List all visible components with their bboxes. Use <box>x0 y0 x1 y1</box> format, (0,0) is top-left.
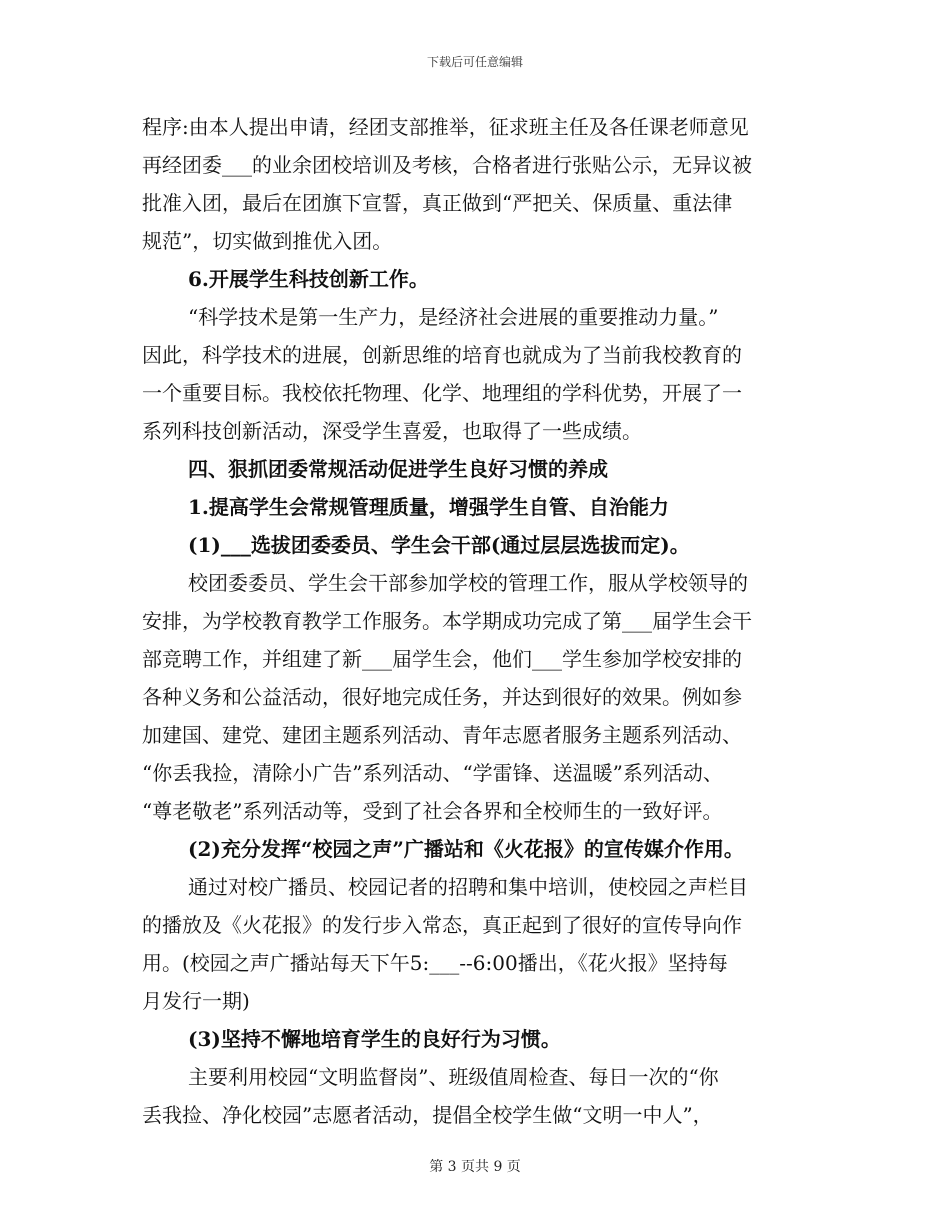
section-heading: 1.提高学生会常规管理质量，增强学生自管、自治能力 <box>188 495 669 519</box>
body-line: “尊老敬老”系列活动等，受到了社会各界和全校师生的一致好评。 <box>142 799 723 823</box>
subsection-heading: (3)坚持不懈地培育学生的良好行为习惯。 <box>188 1027 561 1051</box>
body-line: 部竞聘工作，并组建了新___届学生会，他们___学生参加学校安排的 <box>142 647 742 671</box>
section-heading: 6.开展学生科技创新工作。 <box>188 267 429 291</box>
page-header: 下载后可任意编辑 <box>426 55 523 69</box>
body-line: “科学技术是第一生产力，是经济社会进展的重要推动力量。” <box>188 305 719 329</box>
body-line: 用。(校园之声广播站每天下午5:___--6:00播出，《花火报》坚持每 <box>142 951 728 975</box>
body-line: 丢我捡、净化校园”志愿者活动，提倡全校学生做“文明一中人”， <box>142 1103 713 1127</box>
body-line: 主要利用校园“文明监督岗”、班级值周检查、每日一次的“你 <box>188 1065 719 1089</box>
body-line: 程序:由本人提出申请，经团支部推举，征求班主任及各任课老师意见 <box>142 115 749 139</box>
body-line: 各种义务和公益活动，很好地完成任务，并达到很好的效果。例如参 <box>142 685 742 709</box>
body-line: “你丢我捡，清除小广告”系列活动、“学雷锋、送温暖”系列活动、 <box>142 761 723 785</box>
body-line: 安排，为学校教育教学工作服务。本学期成功完成了第___届学生会干 <box>142 609 752 633</box>
body-line: 规范”，切实做到推优入团。 <box>142 229 393 253</box>
body-line: 的播放及《火花报》的发行步入常态，真正起到了很好的宣传导向作 <box>142 913 742 937</box>
page-footer: 第 3 页共 9 页 <box>429 1159 521 1175</box>
document-body <box>142 108 810 1134</box>
body-line: 校团委委员、学生会干部参加学校的管理工作，服从学校领导的 <box>188 571 748 595</box>
body-line: 因此，科学技术的进展，创新思维的培育也就成为了当前我校教育的 <box>142 343 742 367</box>
body-line: 加建国、建党、建团主题系列活动、青年志愿者服务主题系列活动、 <box>142 723 742 747</box>
body-line: 月发行一期) <box>142 989 250 1013</box>
subsection-heading: (1)___选拔团委委员、学生会干部(通过层层选拔而定)。 <box>188 533 690 557</box>
body-line: 系列科技创新活动，深受学生喜爱，也取得了一些成绩。 <box>142 419 642 443</box>
body-line: 通过对校广播员、校园记者的招聘和集中培训，使校园之声栏目 <box>188 875 748 899</box>
subsection-heading: (2)充分发挥“校园之声”广播站和《火花报》的宣传媒介作用。 <box>188 837 744 861</box>
body-line: 批准入团，最后在团旗下宣誓，真正做到“严把关、保质量、重法律 <box>142 191 733 215</box>
body-line: 一个重要目标。我校依托物理、化学、地理组的学科优势，开展了一 <box>142 381 742 405</box>
body-line: 再经团委___的业余团校培训及考核，合格者进行张贴公示，无异议被 <box>142 153 752 177</box>
section-heading: 四、狠抓团委常规活动促进学生良好习惯的养成 <box>188 457 608 481</box>
